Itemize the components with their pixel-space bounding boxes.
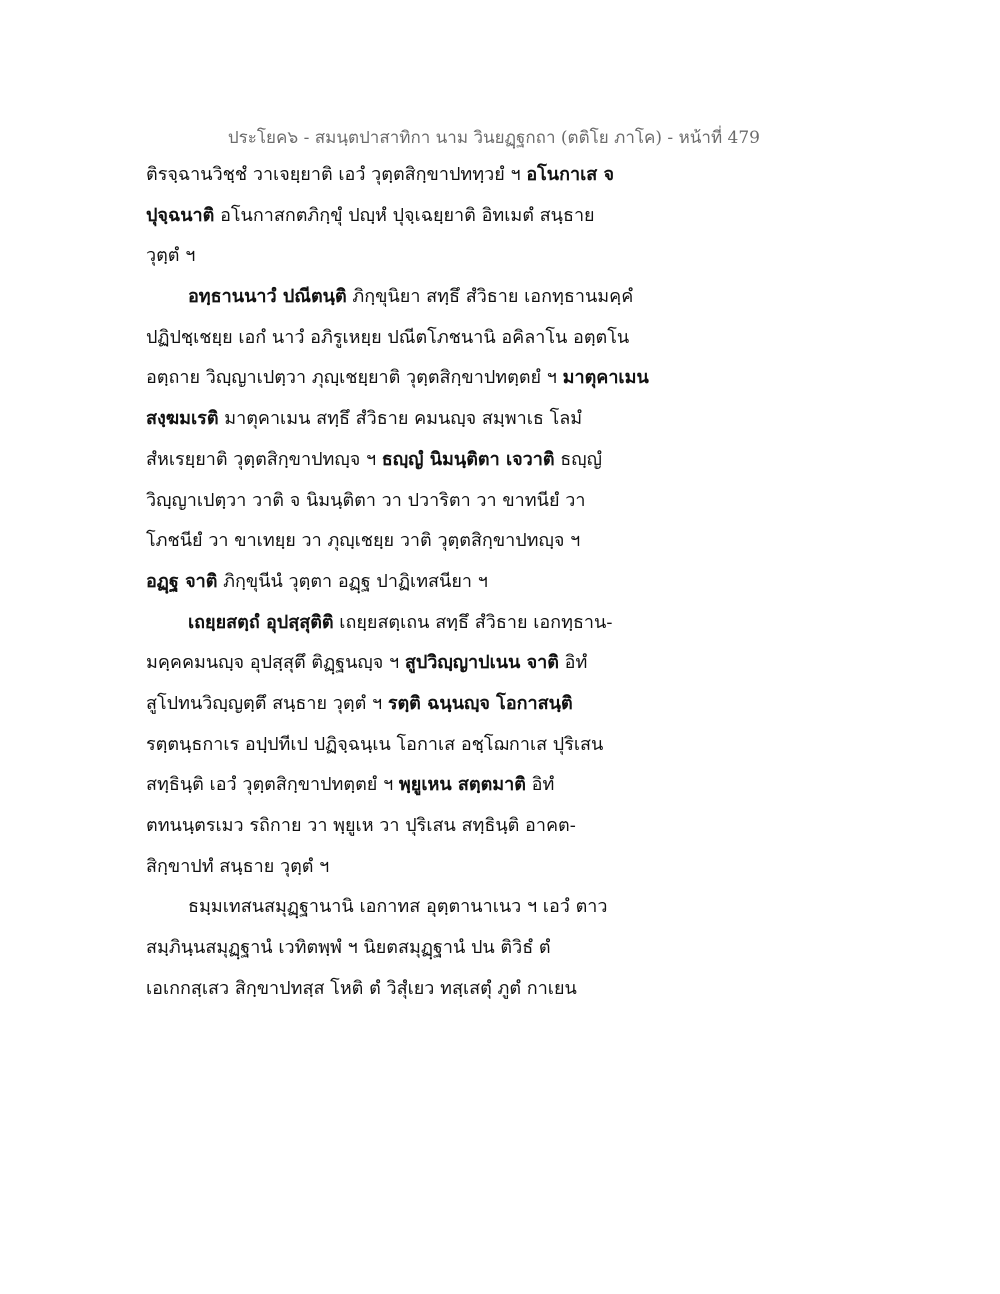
text-line	[146, 931, 706, 972]
text-segment: มาตุคาเมน สทฺธึ สํวิธาย คมนญฺจ สมฺพาเธ โลมํ	[218, 408, 583, 430]
text-segment: รตฺตนฺธกาเร อปฺปทีเป ปฏิจฺฉนฺเน โอกาเส อชฺโฌกาเส ปุริเสน	[146, 733, 604, 755]
text-line	[146, 687, 706, 728]
text-line	[146, 402, 706, 443]
text-segment: ภิกฺขุนีนํ วุตฺตา อฏฺฐ ปาฏิเทสนียา ฯ	[217, 570, 488, 592]
text-line	[146, 280, 706, 321]
text-segment: อโนกาสกตภิกฺขุํ ปญฺหํ ปุจฺเฉยฺยาติ อิทเมตํ สนฺธาย	[214, 204, 595, 226]
text-segment: สํหเรยฺยาติ วุตฺตสิกฺขาปทญฺจ ฯ	[146, 448, 382, 470]
text-line	[146, 524, 706, 565]
bold-term: อทฺธานนาวํ ปณีตนฺติ	[188, 286, 347, 308]
bold-term: พฺยูเหน สตฺตมาติ	[398, 774, 526, 796]
bold-term: สงฺฆมเรติ	[146, 408, 219, 430]
text-segment: โภชนียํ วา ขาเทยฺย วา ภุญฺเชยฺย วาติ วุตฺตสิกฺขาปทญฺจ ฯ	[146, 530, 581, 552]
text-segment: ปฏิปชฺเชยฺย เอกํ นาวํ อภิรูเหยฺย ปณีตโภชนานิ อคิลาโน อตฺตโน	[146, 326, 630, 348]
text-segment: ธมฺมเทสนสมุฏฺฐานานิ เอกาทส อุตฺตานาเนว ฯ เอวํ ตาว	[188, 896, 608, 918]
text-line	[146, 809, 706, 850]
bold-term: ธญฺญํ นิมนฺติตา เจวาติ	[381, 448, 555, 470]
text-segment: สทฺธินฺติ เอวํ วุตฺตสิกฺขาปทตฺตยํ ฯ	[146, 774, 399, 796]
text-segment: เอเกกสฺเสว สิกฺขาปทสฺส โหติ ตํ วิสุํเยว ทสฺเสตุํ ภูตํ กาเยน	[146, 977, 577, 999]
text-segment: วิญฺญาเปตฺวา วาติ จ นิมนฺติตา วา ปวาริตา วา ขาทนียํ วา	[146, 489, 586, 511]
text-line	[146, 484, 706, 525]
text-line	[146, 646, 706, 687]
text-line	[146, 890, 706, 931]
text-segment: อตฺถาย วิญฺญาเปตฺวา ภุญฺเชยฺยาติ วุตฺตสิกฺขาปทตฺตยํ ฯ	[146, 367, 563, 389]
text-segment: ตทนนฺตรเมว รถิกาย วา พฺยูเห วา ปุริเสน สทฺธินฺติ อาคต-	[146, 815, 576, 836]
bold-term: รตฺติ ฉนฺนญฺจ โอกาสนฺติ	[387, 692, 573, 714]
text-line	[146, 606, 706, 647]
text-segment: อิทํ	[558, 652, 588, 674]
text-segment: ภิกฺขุนิยา สทฺธึ สํวิธาย เอกทฺธานมคฺคํ	[346, 286, 634, 308]
text-line	[146, 728, 706, 769]
text-line	[146, 239, 706, 280]
text-segment: สิกฺขาปทํ สนฺธาย วุตฺตํ ฯ	[146, 855, 330, 877]
bold-term: เถยฺยสตฺถํ อุปสฺสุติติ	[188, 611, 334, 633]
text-segment: สมฺภินฺนสมุฏฺฐานํ เวทิตพฺพํ ฯ นิยตสมุฏฺฐานํ ปน ติวิธํ ตํ	[146, 937, 551, 959]
bold-term: อฏฺฐ จาติ	[146, 570, 218, 592]
text-segment: ติรจฺฉานวิชฺชํ วาเจยฺยาติ เอวํ วุตฺตสิกฺขาปททฺวยํ ฯ	[146, 164, 527, 185]
text-segment: วุตฺตํ ฯ	[146, 245, 196, 267]
body-text	[146, 158, 706, 1012]
running-header: ประโยค๖ - สมนฺตปาสาทิกา นาม วินยฏฺฐกถา (ตติโย ภาโค) - หน้าที่ 479	[227, 128, 760, 148]
text-line	[146, 321, 706, 362]
text-line	[146, 565, 706, 606]
text-line	[146, 158, 706, 199]
bold-term: มาตุคาเมน	[562, 367, 649, 389]
text-segment: มคฺคคมนญฺจ อุปสฺสุตึ ติฏฺฐนญฺจ ฯ	[146, 652, 405, 674]
text-segment: สูโปทนวิญฺญตฺตึ สนฺธาย วุตฺตํ ฯ	[146, 692, 388, 714]
text-segment: อิทํ	[525, 774, 555, 796]
text-line	[146, 443, 706, 484]
text-segment: ธญฺญํ	[554, 448, 602, 470]
text-line	[146, 199, 706, 240]
text-line	[146, 850, 706, 891]
text-line	[146, 972, 706, 1013]
text-line	[146, 768, 706, 809]
bold-term: สูปวิญฺญาปเนน จาติ	[404, 652, 559, 674]
bold-term: อโนกาเส จ	[526, 164, 615, 185]
bold-term: ปุจฺฉนาติ	[146, 204, 215, 226]
text-segment: เถยฺยสตฺเถน สทฺธึ สํวิธาย เอกทฺธาน-	[333, 611, 613, 633]
text-line	[146, 361, 706, 402]
